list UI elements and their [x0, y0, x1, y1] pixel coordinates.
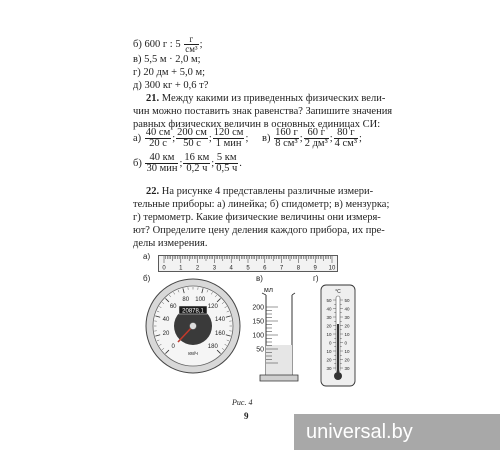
fraction-num: 5 км: [216, 152, 237, 163]
speedometer-unit: км/ч: [188, 351, 198, 357]
option-label: в): [262, 133, 271, 144]
task21-line1: [146, 93, 385, 104]
thermometer-tick-label-left: 30: [326, 365, 332, 371]
ruler-tick-label: 9: [313, 265, 317, 272]
fraction-num: 120 см: [213, 127, 244, 138]
ruler-tick-label: 7: [279, 265, 284, 272]
thermometer-tick-label-left: 20: [326, 357, 332, 363]
fraction-num: 80 г: [334, 128, 358, 139]
speedometer-tick-label: 140: [215, 316, 226, 323]
fraction: [184, 35, 198, 54]
figure-label-a: а): [143, 252, 151, 261]
ruler-tick-label: 3: [212, 265, 217, 272]
speedometer-tick-label: 180: [207, 343, 218, 350]
thermometer-tick-label-right: 20: [344, 323, 350, 329]
item-text: б) 600 г : 5: [133, 38, 181, 50]
odometer-readout: 20878,1: [182, 308, 204, 315]
thermometer-tick-label-left: 10: [326, 348, 332, 354]
thermometer-tick-label-right: 20: [344, 357, 350, 363]
speedometer-tick-label: 100: [195, 296, 206, 303]
task-number: 22.: [146, 186, 160, 197]
thermometer-tick-label-right: 40: [344, 306, 350, 312]
figure-label-b: б): [143, 274, 151, 283]
speedometer-illustration: [145, 278, 241, 374]
fraction-den: 2 дм³: [304, 138, 328, 149]
thermometer-tick-label-right: 0: [344, 340, 348, 346]
fraction-den: 30 мин: [146, 163, 178, 174]
task21-v-row: [262, 128, 362, 149]
fraction-num: 200 см: [177, 127, 207, 138]
task22-line4: ют? Определите цену деления каждого прибора, их пре-: [133, 225, 385, 236]
task21-line3: равных физических величин в основных единицах СИ:: [133, 119, 381, 130]
cylinder-liquid: [266, 345, 292, 375]
thermometer-tick-label-right: 10: [344, 331, 350, 337]
thermometer-tick-label-left: 50: [326, 297, 332, 303]
fraction-den: 50 с: [183, 138, 201, 149]
ruler-tick-label: 10: [328, 265, 336, 272]
figure-caption: Рис. 4: [232, 398, 253, 407]
ruler-tick-label: 0: [162, 265, 166, 272]
thermometer-tick-label-left: 20: [326, 323, 332, 329]
cylinder-tick-label: 200: [252, 304, 264, 312]
item-sep: ;: [199, 38, 203, 50]
measuring-cylinder-illustration: [252, 283, 300, 391]
fraction-den: 1 мин: [215, 138, 242, 149]
fraction: [145, 128, 171, 149]
task22-line2: тельные приборы: а) линейка; б) спидометр; в) мензурка;: [133, 199, 390, 210]
thermometer-tick-label-right: 30: [344, 365, 350, 371]
fraction-sep: ;: [358, 133, 362, 144]
speedometer-tick-label: 20: [162, 331, 170, 338]
needle-cap: [190, 323, 197, 330]
thermometer-column: [337, 324, 339, 374]
ruler-tick-label: 5: [246, 265, 250, 272]
fraction-sep: ;: [329, 133, 333, 144]
fraction-num: 40 см: [145, 127, 171, 138]
fraction-sep: ;: [179, 158, 183, 169]
fraction-num: 40 км: [145, 153, 178, 164]
task22-line3: г) термометр. Какие физические величины они измеря-: [133, 212, 381, 223]
fraction-num: г: [184, 35, 198, 45]
fraction-sep: ;: [299, 133, 303, 144]
thermometer-tick-label-left: 0: [328, 340, 332, 346]
ruler-tick-label: 8: [296, 265, 301, 272]
ruler-tick-label: 6: [263, 265, 267, 272]
thermometer-tick-label-right: 50: [344, 297, 350, 303]
fraction-num: 60 г: [304, 128, 329, 139]
option-label: а): [133, 133, 142, 144]
thermometer-tick-label-left: 10: [326, 331, 332, 337]
fraction-den: 4 см³: [334, 138, 357, 149]
cylinder-tick-label: 150: [252, 318, 264, 326]
fraction-group: [144, 152, 242, 174]
option-label: б): [133, 158, 142, 169]
fraction-num: 160 г: [275, 127, 298, 138]
task-text: Между какими из приведенных физических вели-: [161, 93, 386, 104]
speedometer-tick-label: 40: [162, 316, 170, 323]
speedometer-tick-label: 60: [169, 304, 177, 311]
fraction: [176, 128, 208, 149]
ruler-tick-label: 1: [179, 265, 183, 272]
fraction-den: 8 см³: [275, 138, 298, 149]
thermometer-tick-label-right: 30: [344, 314, 350, 320]
fraction-sep: .: [239, 158, 242, 169]
task21-b-row: [133, 153, 242, 174]
task22-line5: делы измерения.: [133, 238, 208, 249]
fraction-group: [273, 127, 362, 149]
cylinder-unit: мл: [264, 287, 273, 294]
ruler-illustration: [158, 255, 338, 272]
task21-line2: чин можно поставить знак равенства? Запишите значения: [133, 106, 393, 117]
thermometer-tick-label-right: 10: [344, 348, 350, 354]
item-d: д) 300 кг + 0,6 т?: [133, 80, 209, 91]
cylinder-tick-label: 100: [252, 332, 264, 340]
fraction: [334, 128, 358, 149]
fraction-den: см³: [185, 44, 198, 54]
figure-label-g: г): [313, 274, 319, 283]
fraction-sep: ;: [245, 133, 249, 144]
fraction-den: 0,5 ч: [216, 163, 238, 174]
fraction-sep: ;: [211, 158, 215, 169]
task-number: 21.: [146, 93, 160, 104]
speedometer-tick-label: 80: [182, 296, 190, 303]
fraction-sep: ;: [208, 133, 212, 144]
speedometer-tick-label: 160: [215, 331, 226, 338]
fraction-den: 0,2 ч: [186, 163, 208, 174]
ruler-tick-label: 2: [195, 265, 200, 272]
task22-line1: [146, 186, 373, 197]
thermometer-unit: °C: [335, 289, 341, 295]
fraction: [274, 128, 299, 149]
item-b-600g: [133, 35, 203, 54]
cylinder-tick-label: 50: [256, 346, 264, 354]
fraction: [304, 128, 329, 149]
task-text: На рисунке 4 представлены различные измери-: [161, 186, 374, 197]
watermark: universal.by: [294, 414, 500, 450]
thermometer-illustration: [320, 284, 356, 388]
thermometer-tick-label-left: 30: [326, 314, 332, 320]
fraction-den: 20 с: [149, 138, 167, 149]
task21-a-row: [133, 128, 248, 149]
speedometer-tick-label: 120: [207, 304, 218, 311]
fraction: [183, 153, 210, 174]
page-number: 9: [244, 411, 249, 421]
item-v: в) 5,5 м · 2,0 м;: [133, 54, 201, 65]
item-g: г) 20 дм + 5,0 м;: [133, 67, 206, 78]
thermometer-bulb: [334, 372, 342, 380]
cylinder-base: [260, 375, 298, 381]
fraction: [213, 128, 245, 149]
ruler-tick-label: 4: [229, 265, 233, 272]
fraction-sep: ;: [172, 133, 176, 144]
thermometer-tick-label-left: 40: [326, 306, 332, 312]
speedometer-tick-label: 0: [171, 343, 175, 350]
fraction-group: [144, 127, 249, 149]
fraction: [145, 153, 178, 174]
fraction-num: 16 км: [184, 152, 210, 163]
fraction: [215, 153, 238, 174]
figure-label-v: в): [256, 274, 263, 283]
